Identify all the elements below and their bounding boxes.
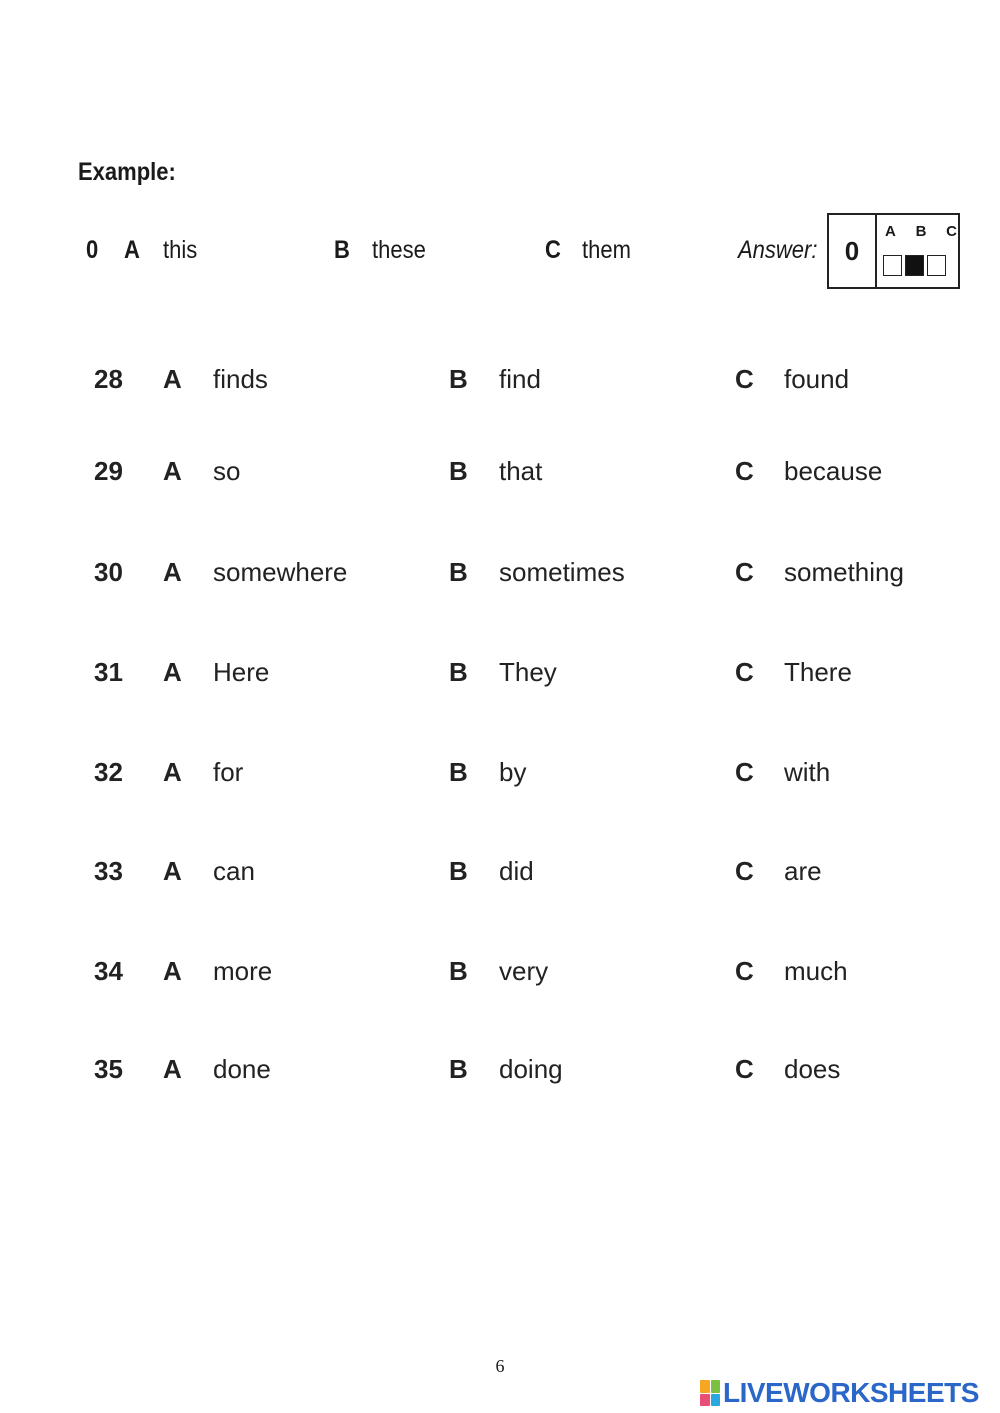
option-b-letter: B <box>449 364 468 394</box>
option-b-letter: B <box>449 657 468 687</box>
answer-box-cells <box>883 255 946 276</box>
option-a-text: done <box>213 1054 271 1084</box>
question-number: 28 <box>94 364 123 394</box>
question-row <box>0 751 1000 795</box>
option-b-letter: B <box>449 956 468 986</box>
example-option-c-text: them <box>582 236 631 264</box>
option-b-text: sometimes <box>499 557 625 587</box>
option-a-letter: A <box>163 1054 182 1084</box>
option-a-text: can <box>213 856 255 886</box>
option-c-text: much <box>784 956 848 986</box>
option-c-letter: C <box>735 1054 754 1084</box>
logo-square-2 <box>711 1380 721 1393</box>
option-c-text: because <box>784 456 883 486</box>
example-option-c-letter: C <box>545 236 561 264</box>
question-number: 35 <box>94 1054 123 1084</box>
question-number: 31 <box>94 657 123 687</box>
option-c-text: There <box>784 657 852 687</box>
question-row <box>0 1048 1000 1092</box>
option-a-text: more <box>213 956 273 986</box>
question-number: 32 <box>94 757 123 787</box>
option-a-letter: A <box>163 557 182 587</box>
answer-box-letter-a: A <box>885 223 896 240</box>
option-a-text: Here <box>213 657 270 687</box>
example-option-b-text: these <box>372 236 426 264</box>
option-b-text: very <box>499 956 549 986</box>
liveworksheets-logo <box>700 1376 979 1410</box>
question-row <box>0 358 1000 402</box>
option-b-letter: B <box>449 856 468 886</box>
question-row <box>0 850 1000 894</box>
option-a-letter: A <box>163 364 182 394</box>
option-c-text: does <box>784 1054 841 1084</box>
option-a-letter: A <box>163 657 182 687</box>
option-b-text: did <box>499 856 534 886</box>
logo-square-3 <box>700 1394 710 1407</box>
question-row <box>0 551 1000 595</box>
option-a-text: somewhere <box>213 557 348 587</box>
liveworksheets-logo-icon <box>700 1380 720 1406</box>
example-option-b-letter: B <box>334 236 350 264</box>
option-c-text: with <box>784 757 831 787</box>
option-c-letter: C <box>735 456 754 486</box>
option-b-letter: B <box>449 757 468 787</box>
answer-cell-a <box>883 255 902 276</box>
answer-box-letter-b: B <box>915 223 927 240</box>
option-b-text: find <box>499 364 541 394</box>
page-number: 6 <box>495 1356 505 1376</box>
option-a-letter: A <box>163 757 182 787</box>
answer-box-number: 0 <box>829 215 877 287</box>
question-number: 29 <box>94 456 123 486</box>
option-a-text: so <box>213 456 241 486</box>
example-option-a-text: this <box>163 236 198 264</box>
option-a-text: for <box>213 757 244 787</box>
option-c-text: are <box>784 856 822 886</box>
example-number: 0 <box>86 236 99 264</box>
option-b-text: They <box>499 657 557 687</box>
option-c-text: something <box>784 557 904 587</box>
option-c-letter: C <box>735 557 754 587</box>
logo-square-4 <box>711 1394 721 1407</box>
option-a-letter: A <box>163 456 182 486</box>
question-row <box>0 950 1000 994</box>
logo-square-1 <box>700 1380 710 1393</box>
option-b-text: that <box>499 456 543 486</box>
option-c-letter: C <box>735 757 754 787</box>
option-b-text: doing <box>499 1054 563 1084</box>
question-number: 30 <box>94 557 123 587</box>
answer-box-letters <box>885 223 957 240</box>
option-a-letter: A <box>163 856 182 886</box>
option-c-letter: C <box>735 956 754 986</box>
answer-cell-c <box>927 255 946 276</box>
answer-box-letter-c: C <box>946 223 957 240</box>
option-b-letter: B <box>449 557 468 587</box>
option-c-letter: C <box>735 657 754 687</box>
option-c-letter: C <box>735 856 754 886</box>
answer-cell-b <box>905 255 924 276</box>
liveworksheets-logo-text: LIVEWORKSHEETS <box>723 1377 979 1408</box>
question-row <box>0 651 1000 695</box>
question-row <box>0 450 1000 494</box>
option-b-letter: B <box>449 456 468 486</box>
option-c-letter: C <box>735 364 754 394</box>
option-a-text: finds <box>213 364 268 394</box>
option-b-text: by <box>499 757 527 787</box>
example-heading: Example: <box>78 158 176 186</box>
example-option-a-letter: A <box>124 236 140 264</box>
option-a-letter: A <box>163 956 182 986</box>
answer-box <box>827 213 960 289</box>
option-b-letter: B <box>449 1054 468 1084</box>
option-c-text: found <box>784 364 850 394</box>
question-number: 34 <box>94 956 123 986</box>
question-number: 33 <box>94 856 123 886</box>
answer-label: Answer: <box>738 236 818 264</box>
